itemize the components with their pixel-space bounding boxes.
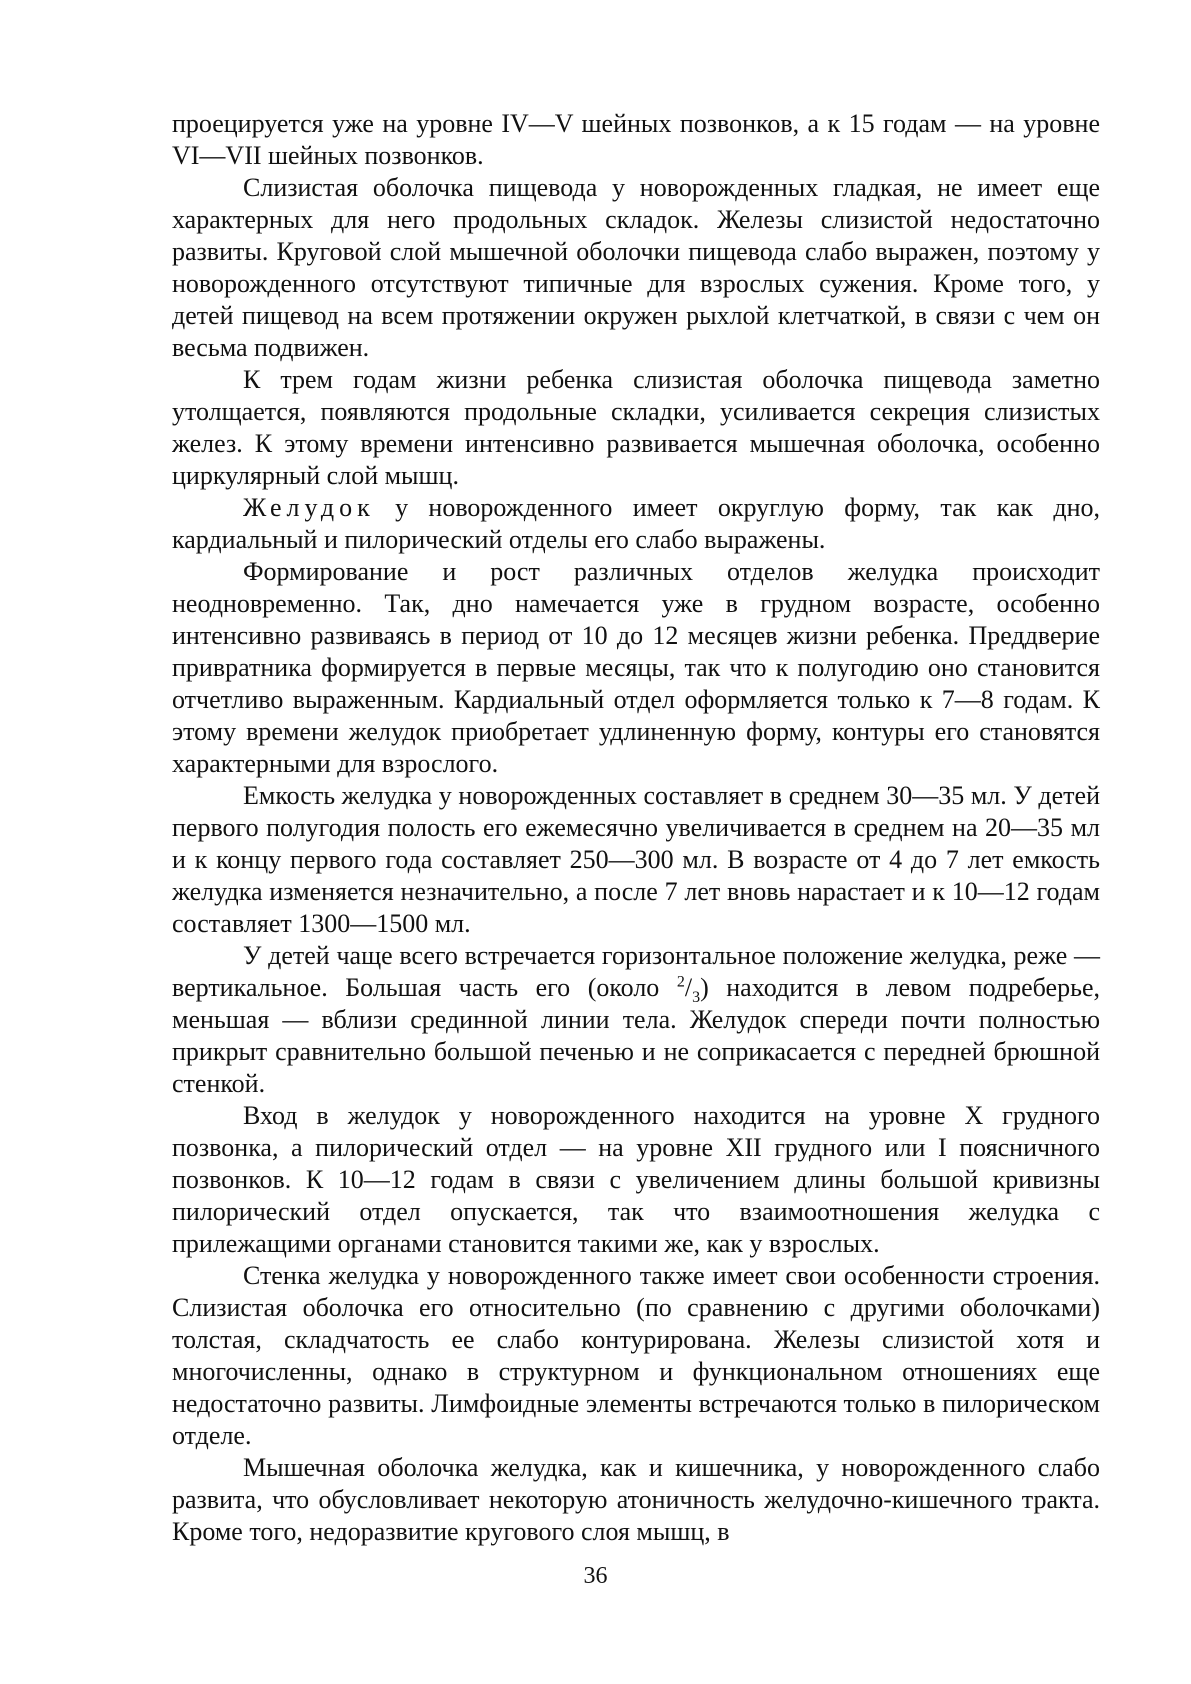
fraction-numerator: 2 [676,973,685,991]
paragraph-9: Стенка желудка у новорожденного также имеет свои особенности строения. Слизистая оболочка его относительно (по сравнению с другими оболочками) толстая, складчатость ее слабо контурирована. Железы слизистой хотя и многочисленны, однако в структурном и функциональном отношениях еще недостаточно развиты. Лимфоидные элементы встречаются только в пилорическом отделе. [172,1261,1100,1450]
paragraph-7-text-before: У детей чаще всего встречается горизонтальное положение желудка, реже — вертикальное. Большая часть его (около [172,941,1100,1002]
paragraph-3: К трем годам жизни ребенка слизистая оболочка пищевода заметно утолщается, появляются продольные складки, усиливается секреция слизистых желез. К этому времени интенсивно развивается мышечная оболочка, особенно циркулярный слой мышц. [172,365,1100,490]
paragraph-1: проецируется уже на уровне IV—V шейных позвонков, а к 15 годам — на уровне VI—VII шейных позвонков. [172,109,1100,170]
page-body [172,108,1100,1548]
fraction-denominator: 3 [692,989,701,1007]
paragraph-7 [172,940,1100,1100]
fraction-two-thirds: $^2/_3$ [676,973,701,1007]
paragraph-10: Мышечная оболочка желудка, как и кишечника, у новорожденного слабо развита, что обусловливает некоторую атоничность желудочно-кишечного тракта. Кроме того, недоразвитие кругового слоя мышц, в [172,1453,1100,1546]
paragraph-8: Вход в желудок у новорожденного находится на уровне X грудного позвонка, а пилорический отдел — на уровне XII грудного или I поясничного позвонков. К 10—12 годам в связи с увеличением длины большой кривизны пилорический отдел опускается, так что взаимоотношения желудка с прилежащими органами становится такими же, как у взрослых. [172,1101,1100,1258]
paragraph-4 [172,492,1100,556]
paragraph-2: Слизистая оболочка пищевода у новорожденных гладкая, не имеет еще характерных для него продольных складок. Железы слизистой недостаточно развиты. Круговой слой мышечной оболочки пищевода слабо выражен, поэтому у новорожденного отсутствуют типичные для взрослых сужения. Кроме того, у детей пищевод на всем протяжении окружен рыхлой клетчаткой, в связи с чем он весьма подвижен. [172,173,1100,362]
page-number: 36 [583,1563,608,1589]
term-stomach: Желудок [243,493,375,522]
paragraph-5: Формирование и рост различных отделов желудка происходит неодновременно. Так, дно намечается уже в грудном возрасте, особенно интенсивно развиваясь в период от 10 до 12 месяцев жизни ребенка. Преддверие привратника формируется в первые месяцы, так что к полугодию оно становится отчетливо выраженным. Кардиальный отдел оформляется только к 7—8 годам. К этому времени желудок приобретает удлиненную форму, контуры его становятся характерными для взрослого. [172,557,1100,778]
paragraph-4-text: у новорожденного имеет округлую форму, так как дно, кардиальный и пилорический отделы его слабо выражены. [172,493,1100,554]
paragraph-7-text-after: ) находится в левом подреберье, меньшая — вблизи срединной линии тела. Желудок спереди почти полностью прикрыт сравнительно большой печенью и не соприкасается с передней брюшной стенкой. [172,973,1100,1098]
paragraph-6: Емкость желудка у новорожденных составляет в среднем 30—35 мл. У детей первого полугодия полость его ежемесячно увеличивается в среднем на 20—35 мл и к концу первого года составляет 250—300 мл. В возрасте от 4 до 7 лет емкость желудка изменяется незначительно, а после 7 лет вновь нарастает и к 10—12 годам составляет 1300—1500 мл. [172,781,1100,938]
